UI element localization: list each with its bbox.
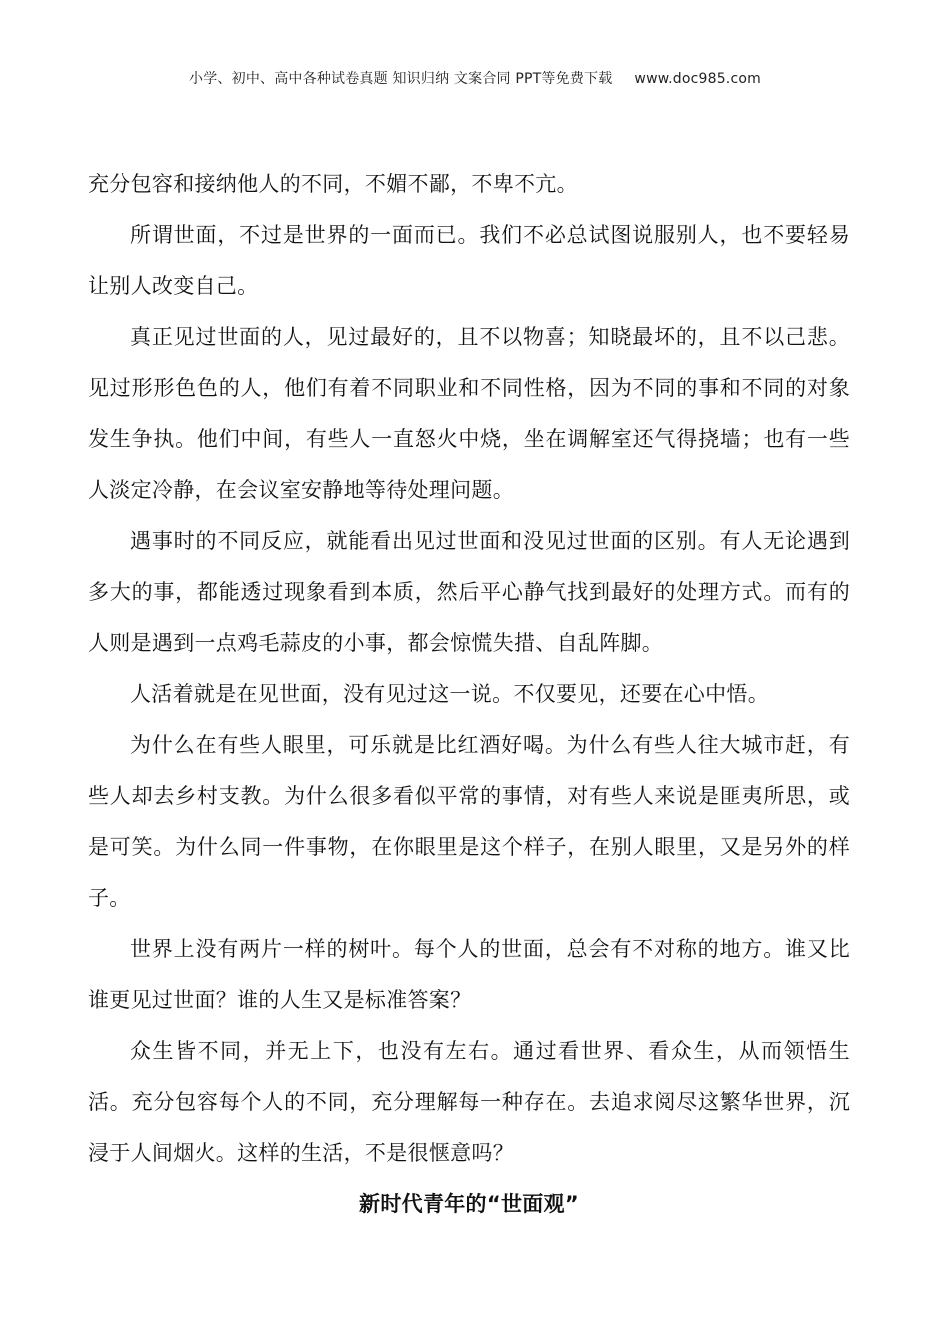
header-text: 小学、初中、高中各种试卷真题 知识归纳 文案合同 PPT等免费下载 — [189, 71, 613, 87]
paragraph-continuation: 充分包容和接纳他人的不同，不媚不鄙，不卑不亢。 — [88, 172, 578, 196]
paragraph: 遇事时的不同反应，就能看出见过世面和没见过世面的区别。有人无论遇到多大的事，都能透过现象看到本质，然后平心静气找到最好的处理方式。而有的人则是遇到一点鸡毛蒜皮的小事，都会惊慌失措、自乱阵脚。 — [88, 529, 850, 655]
document-body — [88, 159, 850, 1230]
section-heading: 新时代青年的“世面观” — [359, 1192, 579, 1216]
header-site-link[interactable]: www.doc985.com — [634, 71, 761, 87]
page-header — [0, 68, 950, 88]
paragraph: 所谓世面，不过是世界的一面而已。我们不必总试图说服别人，也不要轻易让别人改变自己。 — [88, 223, 850, 298]
paragraph: 众生皆不同，并无上下，也没有左右。通过看世界、看众生，从而领悟生活。充分包容每个人的不同，充分理解每一种存在。去追求阅尽这繁华世界，沉浸于人间烟火。这样的生活，不是很惬意吗？ — [88, 1039, 850, 1165]
paragraph: 人活着就是在见世面，没有见过这一说。不仅要见，还要在心中悟。 — [130, 682, 769, 706]
paragraph: 为什么在有些人眼里，可乐就是比红酒好喝。为什么有些人往大城市赶，有些人却去乡村支教。为什么很多看似平常的事情，对有些人来说是匪夷所思，或是可笑。为什么同一件事物，在你眼里是这个样子，在别人眼里，又是另外的样子。 — [88, 733, 850, 910]
paragraph: 世界上没有两片一样的树叶。每个人的世面，总会有不对称的地方。谁又比谁更见过世面？谁的人生又是标准答案？ — [88, 937, 850, 1012]
paragraph: 真正见过世面的人，见过最好的，且不以物喜；知晓最坏的，且不以己悲。见过形形色色的人，他们有着不同职业和不同性格，因为不同的事和不同的对象发生争执。他们中间，有些人一直怒火中烧，坐在调解室还气得挠墙；也有一些人淡定冷静，在会议室安静地等待处理问题。 — [88, 325, 850, 502]
